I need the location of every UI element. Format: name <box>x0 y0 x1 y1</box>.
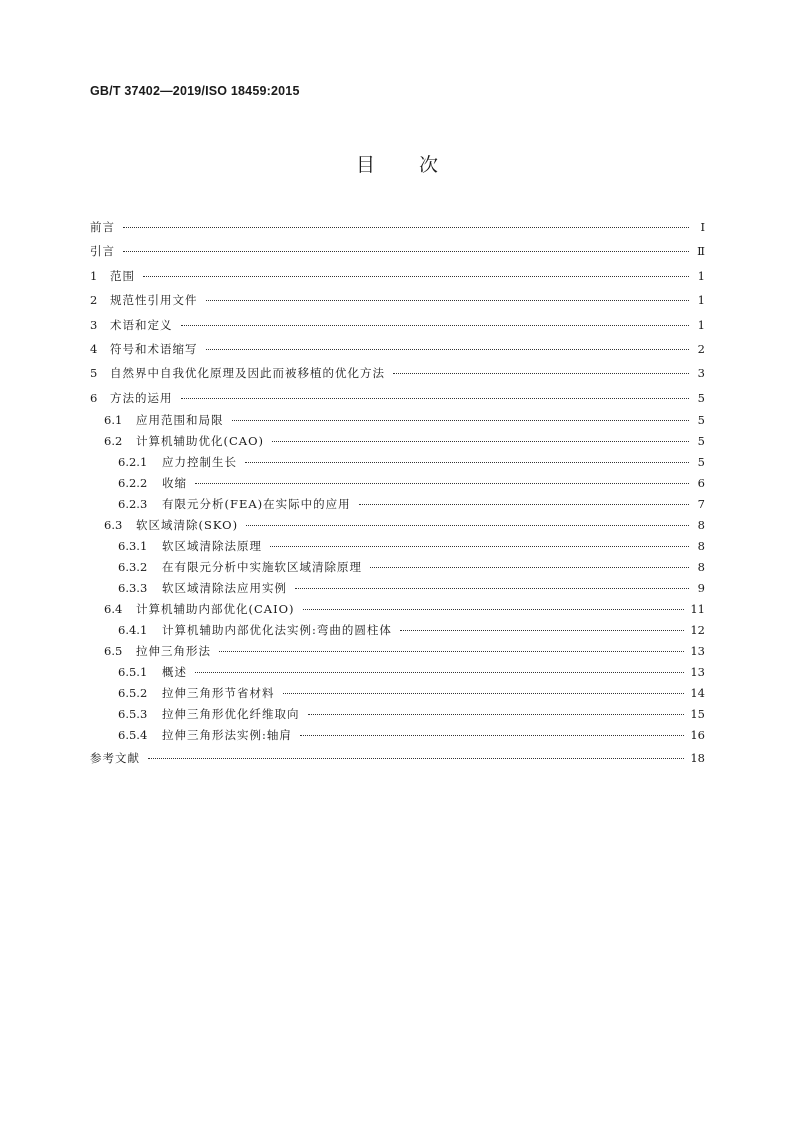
toc-entry-label: 拉伸三角形法 <box>136 644 211 659</box>
toc-entry-number: 6.2 <box>104 434 123 449</box>
toc-entry-label: 应用范围和局限 <box>136 413 224 428</box>
toc-entry-label: 范围 <box>110 268 135 283</box>
toc-dot-leader <box>245 462 689 463</box>
toc-entry-label: 符号和术语缩写 <box>110 341 198 356</box>
toc-entry-number: 6.5.2 <box>118 686 148 701</box>
toc-dot-leader <box>303 609 685 610</box>
toc-entry-label: 在有限元分析中实施软区域清除原理 <box>162 560 362 575</box>
toc-entry-page: Ⅱ <box>697 244 705 259</box>
toc-entry-page: 8 <box>697 560 705 575</box>
toc-entry[interactable] <box>90 215 705 239</box>
toc-entry-label: 有限元分析(FEA)在实际中的应用 <box>162 497 351 512</box>
toc-entry[interactable] <box>90 494 705 515</box>
toc-dot-leader <box>195 672 684 673</box>
toc-entry[interactable] <box>90 683 705 704</box>
toc-entry-page: 13 <box>690 665 705 680</box>
toc-entry-page: 1 <box>697 293 705 308</box>
toc-entry-number: 6.1 <box>104 413 123 428</box>
toc-entry-label: 拉伸三角形优化纤维取向 <box>162 707 300 722</box>
toc-entry-label: 前言 <box>90 220 115 234</box>
toc-entry[interactable] <box>90 410 705 431</box>
toc-dot-leader <box>400 630 684 631</box>
toc-entry[interactable] <box>90 515 705 536</box>
toc-entry-page: 1 <box>697 268 705 283</box>
toc-entry[interactable] <box>90 313 705 337</box>
toc-dot-leader <box>232 420 690 421</box>
toc-dot-leader <box>181 325 690 326</box>
toc-entry-number: 6 <box>90 390 98 405</box>
toc-entry[interactable] <box>90 264 705 288</box>
toc-entry-page: 18 <box>690 751 705 766</box>
toc-entry[interactable] <box>90 557 705 578</box>
toc-entry-label: 计算机辅助内部优化法实例:弯曲的圆柱体 <box>162 623 392 638</box>
toc-entry-page: 13 <box>690 644 705 659</box>
toc-dot-leader <box>295 588 689 589</box>
toc-dot-leader <box>195 483 689 484</box>
toc-dot-leader <box>272 441 689 442</box>
toc-entry-number: 6.4 <box>104 602 123 617</box>
toc-entry-page: 16 <box>690 728 705 743</box>
toc-entry-label: 软区域清除法应用实例 <box>162 581 287 596</box>
toc-entry-page: 1 <box>697 317 705 332</box>
toc-entry-page: 9 <box>697 581 705 596</box>
toc-entry[interactable] <box>90 337 705 361</box>
toc-entry[interactable] <box>90 746 705 770</box>
toc-dot-leader <box>181 398 690 399</box>
toc-entry-page: 14 <box>690 686 705 701</box>
toc-entry-number: 6.2.1 <box>118 455 148 470</box>
toc-dot-leader <box>393 373 689 374</box>
table-of-contents <box>90 215 705 771</box>
toc-entry-label: 软区域清除法原理 <box>162 539 262 554</box>
toc-entry[interactable] <box>90 641 705 662</box>
toc-entry-page: 8 <box>697 518 705 533</box>
toc-entry-number: 1 <box>90 268 98 283</box>
toc-dot-leader <box>370 567 689 568</box>
toc-entry[interactable] <box>90 620 705 641</box>
toc-entry-number: 6.5.4 <box>118 728 148 743</box>
toc-dot-leader <box>123 251 689 252</box>
toc-dot-leader <box>308 714 685 715</box>
toc-entry[interactable] <box>90 386 705 410</box>
page-title: 目次 <box>355 154 482 176</box>
toc-entry-label: 拉伸三角形法实例:轴肩 <box>162 728 292 743</box>
toc-entry[interactable] <box>90 704 705 725</box>
toc-dot-leader <box>148 758 684 759</box>
toc-entry-page: Ⅰ <box>700 220 705 234</box>
toc-entry-number: 6.5.1 <box>118 665 148 680</box>
toc-entry-label: 计算机辅助内部优化(CAIO) <box>136 602 295 617</box>
toc-entry-number: 5 <box>90 366 98 381</box>
toc-entry[interactable] <box>90 361 705 385</box>
toc-entry-number: 6.3.2 <box>118 560 148 575</box>
toc-entry-number: 6.3 <box>104 518 123 533</box>
toc-entry-page: 5 <box>697 413 705 428</box>
toc-entry-label: 自然界中自我优化原理及因此而被移植的优化方法 <box>110 366 385 381</box>
toc-dot-leader <box>123 227 689 228</box>
toc-dot-leader <box>359 504 689 505</box>
toc-entry[interactable] <box>90 662 705 683</box>
toc-entry[interactable] <box>90 473 705 494</box>
toc-entry-page: 5 <box>697 455 705 470</box>
toc-entry-label: 拉伸三角形节省材料 <box>162 686 275 701</box>
toc-entry[interactable] <box>90 578 705 599</box>
toc-entry-number: 3 <box>90 317 98 332</box>
toc-entry-label: 方法的运用 <box>110 390 173 405</box>
toc-entry-page: 6 <box>697 476 705 491</box>
toc-dot-leader <box>270 546 689 547</box>
toc-entry-number: 6.2.3 <box>118 497 148 512</box>
toc-entry-number: 4 <box>90 341 98 356</box>
toc-entry-page: 15 <box>690 707 705 722</box>
toc-dot-leader <box>206 349 690 350</box>
toc-dot-leader <box>143 276 689 277</box>
toc-entry-number: 6.5.3 <box>118 707 148 722</box>
toc-entry-label: 概述 <box>162 665 187 680</box>
toc-entry-page: 11 <box>690 602 705 617</box>
toc-dot-leader <box>283 693 685 694</box>
toc-dot-leader <box>246 525 689 526</box>
toc-entry-page: 7 <box>697 497 705 512</box>
toc-entry[interactable] <box>90 725 705 746</box>
toc-entry-label: 参考文献 <box>90 751 140 766</box>
toc-dot-leader <box>206 300 690 301</box>
toc-entry-label: 软区域清除(SKO) <box>136 518 239 533</box>
toc-entry-page: 12 <box>690 623 705 638</box>
toc-entry[interactable] <box>90 288 705 312</box>
toc-entry-number: 2 <box>90 293 98 308</box>
toc-entry[interactable] <box>90 431 705 452</box>
toc-entry[interactable] <box>90 599 705 620</box>
toc-entry-page: 3 <box>697 366 705 381</box>
toc-entry-label: 引言 <box>90 244 115 259</box>
toc-entry-page: 2 <box>697 341 705 356</box>
toc-entry-number: 6.4.1 <box>118 623 148 638</box>
toc-entry-page: 8 <box>697 539 705 554</box>
toc-entry-number: 6.3.3 <box>118 581 148 596</box>
toc-entry-page: 5 <box>697 434 705 449</box>
toc-entry[interactable] <box>90 239 705 263</box>
toc-entry-label: 应力控制生长 <box>162 455 237 470</box>
toc-entry-number: 6.5 <box>104 644 123 659</box>
toc-entry-page: 5 <box>697 390 705 405</box>
toc-entry-label: 术语和定义 <box>110 317 173 332</box>
toc-entry-label: 计算机辅助优化(CAO) <box>136 434 265 449</box>
toc-dot-leader <box>219 651 684 652</box>
toc-dot-leader <box>300 735 684 736</box>
standard-number: GB/T 37402—2019/ISO 18459:2015 <box>90 84 300 98</box>
toc-entry-number: 6.3.1 <box>118 539 148 554</box>
toc-entry[interactable] <box>90 452 705 473</box>
toc-entry-label: 规范性引用文件 <box>110 293 198 308</box>
toc-entry-number: 6.2.2 <box>118 476 148 491</box>
toc-entry-label: 收缩 <box>162 476 187 491</box>
toc-entry[interactable] <box>90 536 705 557</box>
